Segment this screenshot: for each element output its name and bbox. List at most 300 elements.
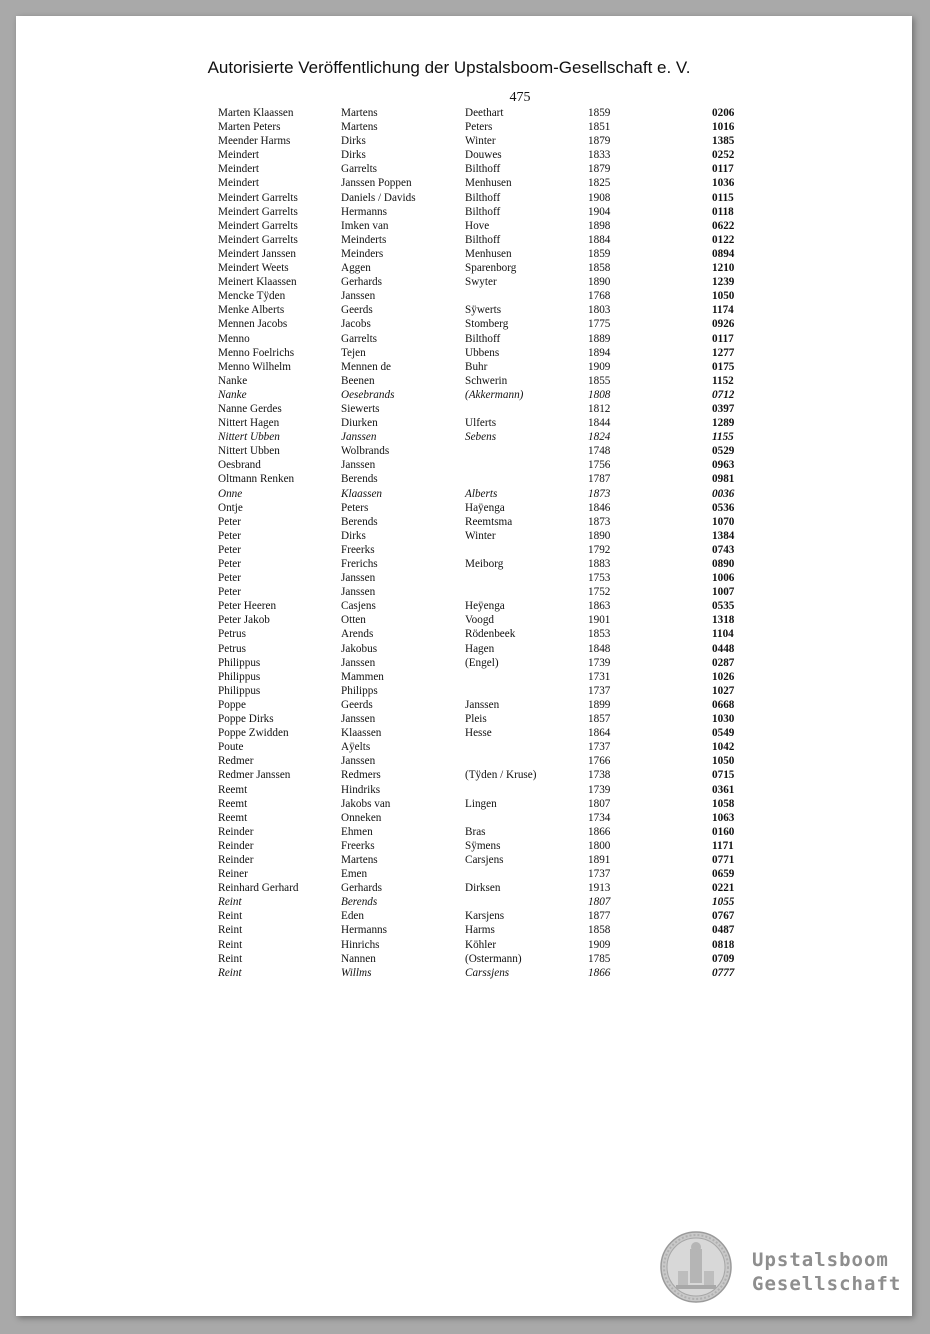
- table-row: [218, 416, 758, 430]
- cell-c3: (Ostermann): [465, 952, 522, 965]
- cell-c2: Beenen: [341, 374, 375, 387]
- cell-c5: 0659: [712, 868, 735, 881]
- cell-c2: Janssen: [341, 431, 377, 444]
- cell-c5: 1042: [712, 741, 735, 754]
- table-row: [218, 261, 758, 275]
- cell-c1: Reemt: [218, 797, 248, 810]
- table-row: [218, 867, 758, 881]
- cell-c2: Berends: [341, 473, 378, 486]
- cell-c1: Meindert: [218, 177, 260, 190]
- table-row: [218, 205, 758, 219]
- cell-c5: 0536: [712, 501, 735, 514]
- cell-c3: (Engel): [465, 656, 499, 669]
- cell-c5: 0894: [712, 247, 735, 260]
- cell-c3: Stomberg: [465, 318, 509, 331]
- cell-c5: 1174: [712, 304, 734, 317]
- table-row: [218, 909, 758, 923]
- cell-c5: 0036: [712, 487, 735, 500]
- cell-c4: 1768: [588, 290, 611, 303]
- cell-c5: 0361: [712, 783, 735, 796]
- table-row: [218, 642, 758, 656]
- cell-c3: Ulferts: [465, 417, 497, 430]
- cell-c2: Philipps: [341, 684, 378, 697]
- cell-c5: 0397: [712, 402, 735, 415]
- cell-c3: Köhler: [465, 938, 497, 951]
- table-row: [218, 938, 758, 952]
- register-table: [218, 106, 758, 980]
- table-row: [218, 853, 758, 867]
- cell-c2: Siewerts: [341, 402, 380, 415]
- cell-c5: 1016: [712, 121, 735, 134]
- cell-c5: 0118: [712, 205, 734, 218]
- cell-c1: Reinder: [218, 825, 254, 838]
- cell-c3: Douwes: [465, 149, 502, 162]
- table-row: [218, 698, 758, 712]
- cell-c5: 0115: [712, 191, 734, 204]
- cell-c2: Hinrichs: [341, 938, 380, 951]
- cell-c3: Bilthoff: [465, 205, 501, 218]
- cell-c2: Janssen Poppen: [341, 177, 412, 190]
- table-row: [218, 670, 758, 684]
- cell-c4: 1901: [588, 614, 611, 627]
- cell-c2: Mammen: [341, 670, 384, 683]
- cell-c1: Mencke Tÿden: [218, 290, 286, 303]
- table-row: [218, 219, 758, 233]
- cell-c5: 1026: [712, 670, 735, 683]
- cell-c4: 1859: [588, 107, 611, 119]
- cell-c3: Menhusen: [465, 177, 512, 190]
- page-header-title: Autorisierte Veröffentlichung der Upstalsboom-Gesellschaft e. V.: [207, 58, 691, 77]
- cell-c4: 1891: [588, 853, 611, 866]
- table-row: [218, 740, 758, 754]
- cell-c2: Gerhards: [341, 276, 383, 289]
- cell-c1: Reint: [218, 952, 243, 965]
- cell-c5: 1063: [712, 811, 735, 824]
- cell-c2: Casjens: [341, 600, 376, 613]
- cell-c1: Marten Peters: [218, 121, 281, 134]
- cell-c4: 1904: [588, 205, 611, 218]
- cell-c3: Voogd: [465, 614, 495, 627]
- cell-c4: 1866: [588, 825, 611, 838]
- cell-c4: 1731: [588, 670, 611, 683]
- cell-c4: 1894: [588, 346, 611, 359]
- cell-c2: Hermanns: [341, 924, 387, 937]
- cell-c2: Janssen: [341, 713, 376, 726]
- cell-c1: Reinder: [218, 839, 254, 852]
- table-row: [218, 966, 758, 980]
- table-row: [218, 797, 758, 811]
- cell-c3: Heÿenga: [465, 600, 505, 613]
- table-row: [218, 346, 758, 360]
- cell-c2: Peters: [341, 501, 369, 514]
- table-row: [218, 684, 758, 698]
- cell-c5: 0160: [712, 825, 735, 838]
- cell-c1: Menno: [218, 332, 250, 345]
- cell-c1: Poppe: [218, 698, 246, 711]
- cell-c5: 0448: [712, 642, 735, 655]
- table-row: [218, 712, 758, 726]
- cell-c1: Reinder: [218, 853, 254, 866]
- cell-c4: 1737: [588, 684, 611, 697]
- cell-c5: 0767: [712, 910, 735, 923]
- cell-c4: 1908: [588, 191, 611, 204]
- cell-c1: Meindert: [218, 149, 260, 162]
- cell-c5: 0818: [712, 938, 735, 951]
- cell-c1: Reemt: [218, 783, 248, 796]
- cell-c3: Winter: [465, 135, 496, 148]
- cell-c4: 1884: [588, 233, 611, 246]
- cell-c4: 1737: [588, 741, 611, 754]
- cell-c4: 1873: [588, 515, 611, 528]
- cell-c1: Peter Heeren: [218, 600, 277, 613]
- table-row: [218, 839, 758, 853]
- cell-c1: Philippus: [218, 670, 261, 683]
- cell-c4: 1752: [588, 586, 611, 599]
- cell-c3: Peters: [465, 121, 493, 134]
- cell-c2: Jacobs: [341, 318, 371, 331]
- cell-c2: Geerds: [341, 304, 373, 317]
- cell-c4: 1858: [588, 924, 611, 937]
- cell-c2: Dirks: [341, 149, 366, 162]
- cell-c1: Meindert Garrelts: [218, 205, 298, 218]
- cell-c3: Rödenbeek: [465, 628, 516, 641]
- cell-c4: 1864: [588, 727, 611, 740]
- cell-c1: Peter: [218, 529, 241, 542]
- table-row: [218, 388, 758, 402]
- cell-c3: Hagen: [465, 642, 495, 655]
- cell-c5: 1050: [712, 290, 735, 303]
- cell-c5: 1155: [712, 431, 734, 444]
- cell-c4: 1808: [588, 388, 611, 401]
- table-row: [218, 783, 758, 797]
- cell-c5: 1007: [712, 586, 735, 599]
- cell-c5: 0963: [712, 459, 735, 472]
- cell-c4: 1859: [588, 247, 611, 260]
- cell-c4: 1853: [588, 628, 611, 641]
- cell-c5: 0122: [712, 233, 735, 246]
- cell-c5: 0777: [712, 966, 735, 979]
- cell-c3: Bilthoff: [465, 191, 501, 204]
- cell-c4: 1909: [588, 938, 611, 951]
- cell-c1: Menno Foelrichs: [218, 346, 295, 359]
- cell-c1: Peter: [218, 543, 241, 556]
- cell-c2: Emen: [341, 868, 368, 881]
- cell-c2: Otten: [341, 614, 366, 627]
- cell-c1: Reint: [218, 924, 243, 937]
- table-row: [218, 487, 758, 501]
- cell-c5: 0529: [712, 445, 735, 458]
- cell-c4: 1877: [588, 910, 611, 923]
- cell-c4: 1824: [588, 431, 611, 444]
- cell-c3: Dirksen: [465, 882, 501, 895]
- cell-c1: Meindert Garrelts: [218, 219, 298, 232]
- cell-c1: Peter: [218, 558, 241, 570]
- cell-c5: 0771: [712, 853, 735, 866]
- cell-c4: 1889: [588, 332, 611, 345]
- table-row: [218, 543, 758, 557]
- cell-c2: Oesebrands: [341, 388, 395, 401]
- cell-c4: 1909: [588, 360, 611, 373]
- cell-c3: Ubbens: [465, 346, 500, 359]
- cell-c3: Bilthoff: [465, 332, 501, 345]
- cell-c2: Hermanns: [341, 205, 387, 218]
- cell-c1: Oesbrand: [218, 459, 261, 472]
- cell-c3: Pleis: [465, 713, 487, 726]
- table-row: [218, 726, 758, 740]
- cell-c4: 1807: [588, 797, 611, 810]
- cell-c4: 1873: [588, 487, 611, 500]
- cell-c1: Philippus: [218, 656, 261, 669]
- cell-c2: Arends: [341, 628, 374, 641]
- cell-c4: 1800: [588, 839, 611, 852]
- cell-c2: Dirks: [341, 529, 366, 542]
- cell-c2: Berends: [341, 896, 378, 909]
- brand-line-2: Gesellschaft: [752, 1273, 902, 1295]
- table-row: [218, 374, 758, 388]
- table-row: [218, 613, 758, 627]
- cell-c2: Diurken: [341, 417, 378, 430]
- cell-c2: Janssen: [341, 290, 376, 303]
- cell-c2: Klaassen: [341, 727, 382, 740]
- cell-c1: Reint: [218, 966, 242, 979]
- cell-c5: 1385: [712, 135, 735, 148]
- cell-c4: 1913: [588, 882, 611, 895]
- cell-c2: Dirks: [341, 135, 366, 148]
- cell-c5: 1289: [712, 417, 735, 430]
- cell-c1: Mennen Jacobs: [218, 318, 288, 331]
- cell-c3: Lingen: [465, 797, 497, 810]
- cell-c2: Janssen: [341, 572, 376, 585]
- cell-c5: 0252: [712, 149, 735, 162]
- cell-c3: Swyter: [465, 276, 497, 289]
- cell-c1: Nittert Ubben: [218, 431, 280, 444]
- brand-line-1: Upstalsboom: [752, 1249, 889, 1271]
- table-row: [218, 275, 758, 289]
- cell-c4: 1756: [588, 459, 611, 472]
- cell-c2: Redmers: [341, 769, 381, 782]
- cell-c1: Poppe Dirks: [218, 713, 274, 726]
- cell-c4: 1858: [588, 262, 611, 275]
- cell-c5: 1239: [712, 276, 735, 289]
- cell-c3: Hesse: [465, 727, 492, 740]
- table-row: [218, 303, 758, 317]
- cell-c2: Jakobus: [341, 642, 378, 655]
- cell-c4: 1807: [588, 896, 611, 909]
- cell-c2: Willms: [341, 966, 372, 979]
- cell-c1: Petrus: [218, 642, 246, 655]
- cell-c1: Menno Wilhelm: [218, 360, 291, 373]
- cell-c4: 1792: [588, 543, 611, 556]
- cell-c5: 1277: [712, 346, 735, 359]
- table-row: [218, 444, 758, 458]
- table-row: [218, 768, 758, 782]
- table-row: [218, 162, 758, 176]
- cell-c5: 1058: [712, 797, 735, 810]
- cell-c4: 1863: [588, 600, 611, 613]
- table-row: [218, 247, 758, 261]
- cell-c3: Sÿwerts: [465, 304, 502, 317]
- table-row: [218, 895, 758, 909]
- table-row: [218, 557, 758, 571]
- table-row: [218, 599, 758, 613]
- table-row: [218, 501, 758, 515]
- cell-c5: 0221: [712, 882, 735, 895]
- cell-c3: Sparenborg: [465, 262, 517, 275]
- cell-c2: Wolbrands: [341, 445, 390, 458]
- cell-c5: 0487: [712, 924, 735, 937]
- cell-c3: Bras: [465, 825, 486, 838]
- cell-c1: Meender Harms: [218, 135, 291, 148]
- cell-c5: 0668: [712, 698, 735, 711]
- cell-c4: 1739: [588, 656, 611, 669]
- cell-c1: Reint: [218, 896, 242, 909]
- cell-c1: Poppe Zwidden: [218, 727, 289, 740]
- cell-c5: 1318: [712, 614, 735, 627]
- table-row: [218, 881, 758, 895]
- cell-c5: 0287: [712, 656, 735, 669]
- cell-c2: Mennen de: [341, 360, 392, 373]
- cell-c2: Eden: [341, 910, 364, 923]
- cell-c5: 0175: [712, 360, 735, 373]
- cell-c3: Winter: [465, 529, 496, 542]
- cell-c5: 1171: [712, 839, 734, 852]
- cell-c4: 1851: [588, 121, 611, 134]
- cell-c4: 1890: [588, 276, 611, 289]
- cell-c5: 0117: [712, 332, 734, 345]
- cell-c2: Onneken: [341, 811, 382, 824]
- cell-c2: Aggen: [341, 262, 371, 275]
- cell-c2: Jakobs van: [341, 797, 391, 810]
- cell-c1: Meindert Garrelts: [218, 191, 298, 204]
- cell-c2: Martens: [341, 853, 378, 866]
- cell-c1: Philippus: [218, 684, 261, 697]
- cell-c3: Schwerin: [465, 374, 508, 387]
- table-row: [218, 148, 758, 162]
- cell-c5: 1055: [712, 896, 735, 909]
- table-row: [218, 402, 758, 416]
- table-row: [218, 825, 758, 839]
- table-row: [218, 106, 758, 120]
- table-row: [218, 360, 758, 374]
- cell-c4: 1848: [588, 642, 611, 655]
- seal-icon: [660, 1231, 732, 1303]
- table-row: [218, 472, 758, 486]
- cell-c5: 1210: [712, 262, 735, 275]
- cell-c4: 1775: [588, 318, 611, 331]
- cell-c2: Aÿelts: [341, 741, 371, 754]
- cell-c1: Redmer: [218, 755, 254, 768]
- cell-c4: 1803: [588, 304, 611, 317]
- cell-c3: Sÿmens: [465, 839, 501, 852]
- cell-c4: 1857: [588, 713, 611, 726]
- table-row: [218, 317, 758, 331]
- cell-c5: 0117: [712, 163, 734, 176]
- cell-c3: Bilthoff: [465, 163, 501, 176]
- cell-c3: Carssjens: [465, 966, 510, 979]
- cell-c3: Alberts: [465, 487, 498, 500]
- table-row: [218, 191, 758, 205]
- cell-c4: 1825: [588, 177, 611, 190]
- cell-c4: 1766: [588, 755, 611, 768]
- cell-c4: 1737: [588, 868, 611, 881]
- cell-c4: 1753: [588, 572, 611, 585]
- cell-c1: Menke Alberts: [218, 304, 285, 317]
- table-row: [218, 952, 758, 966]
- cell-c2: Garrelts: [341, 163, 378, 176]
- table-row: [218, 923, 758, 937]
- cell-c4: 1812: [588, 402, 611, 415]
- cell-c2: Janssen: [341, 459, 376, 472]
- table-row: [218, 515, 758, 529]
- cell-c3: Sebens: [465, 431, 497, 444]
- cell-c3: Meiborg: [465, 558, 504, 570]
- table-row: [218, 754, 758, 768]
- cell-c3: Haÿenga: [465, 501, 505, 514]
- table-row: [218, 529, 758, 543]
- cell-c5: 1384: [712, 529, 735, 542]
- cell-c4: 1748: [588, 445, 611, 458]
- cell-c5: 0206: [712, 107, 735, 119]
- cell-c4: 1899: [588, 698, 611, 711]
- cell-c4: 1855: [588, 374, 611, 387]
- cell-c3: Carsjens: [465, 853, 504, 866]
- cell-c1: Poute: [218, 741, 244, 754]
- cell-c5: 0926: [712, 318, 735, 331]
- table-row: [218, 656, 758, 670]
- cell-c4: 1846: [588, 501, 611, 514]
- cell-c1: Meindert Garrelts: [218, 233, 298, 246]
- table-row: [218, 134, 758, 148]
- cell-c2: Garrelts: [341, 332, 378, 345]
- cell-c2: Imken van: [341, 219, 389, 232]
- cell-c2: Martens: [341, 121, 378, 134]
- cell-c4: 1890: [588, 529, 611, 542]
- brand-wordmark: [752, 1248, 901, 1296]
- cell-c2: Berends: [341, 515, 378, 528]
- cell-c1: Meindert Janssen: [218, 247, 296, 260]
- cell-c1: Meindert: [218, 163, 260, 176]
- cell-c2: Meinders: [341, 247, 384, 260]
- cell-c5: 0715: [712, 769, 735, 782]
- cell-c1: Onne: [218, 487, 243, 500]
- cell-c1: Nanke: [218, 374, 248, 387]
- table-row: [218, 120, 758, 134]
- cell-c5: 0981: [712, 473, 735, 486]
- cell-c5: 1036: [712, 177, 735, 190]
- cell-c1: Peter Jakob: [218, 614, 270, 627]
- cell-c5: 1050: [712, 755, 735, 768]
- cell-c5: 1152: [712, 374, 734, 387]
- cell-c2: Meinderts: [341, 233, 387, 246]
- cell-c3: Menhusen: [465, 247, 512, 260]
- cell-c1: Peter: [218, 515, 241, 528]
- cell-c3: Hove: [465, 219, 490, 232]
- cell-c5: 1027: [712, 684, 735, 697]
- cell-c4: 1734: [588, 811, 611, 824]
- cell-c4: 1879: [588, 163, 611, 176]
- table-row: [218, 571, 758, 585]
- cell-c1: Redmer Janssen: [218, 769, 291, 782]
- cell-c5: 1006: [712, 572, 735, 585]
- cell-c2: Freerks: [341, 839, 375, 852]
- cell-c2: Daniels / Davids: [341, 191, 416, 204]
- cell-c3: Janssen: [465, 698, 500, 711]
- cell-c5: 0709: [712, 952, 735, 965]
- cell-c4: 1785: [588, 952, 611, 965]
- cell-c2: Klaassen: [341, 487, 383, 500]
- cell-c1: Peter: [218, 572, 241, 585]
- cell-c2: Janssen: [341, 656, 376, 669]
